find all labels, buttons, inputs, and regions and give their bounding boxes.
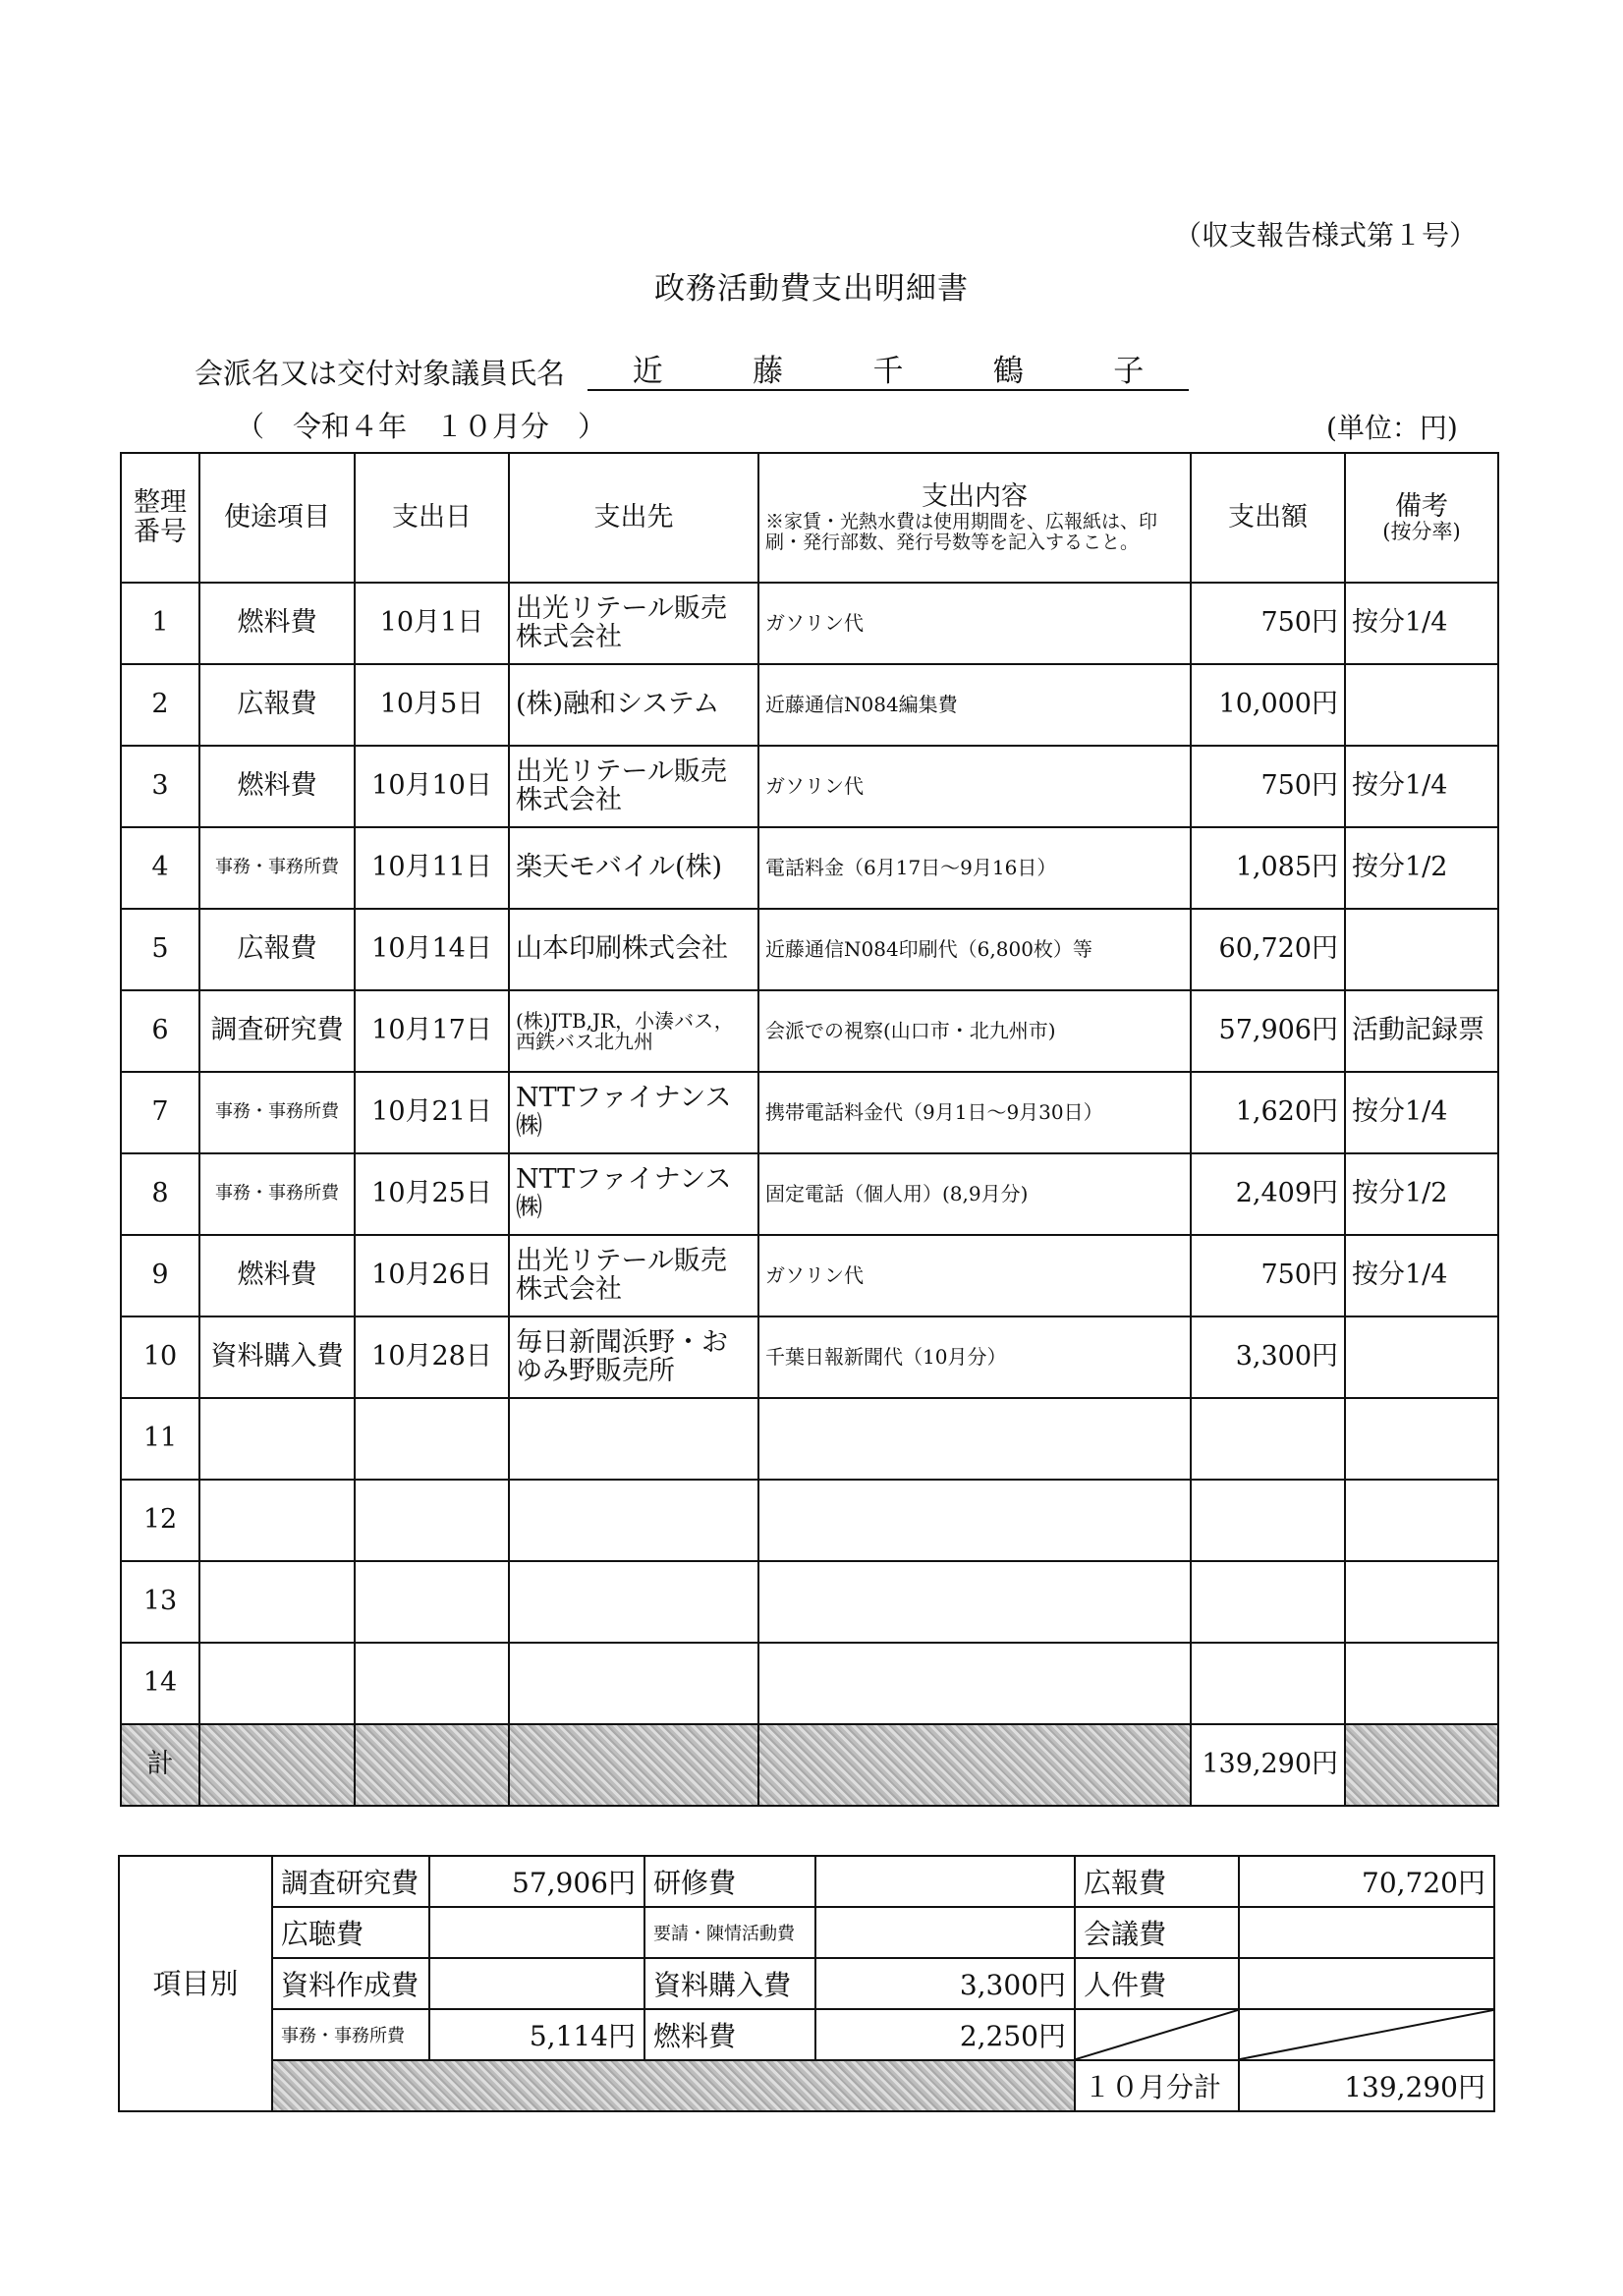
row-payee (509, 1561, 758, 1643)
total-label: 計 (121, 1724, 199, 1806)
remarks-header-label: 備考 (1395, 490, 1448, 522)
total-shaded-cell (509, 1724, 758, 1806)
expense-table (120, 452, 1499, 1807)
form-number: （収支報告様式第１号） (1174, 219, 1478, 252)
summary-category-label: 項目別 (119, 1856, 272, 2111)
row-payee: 出光リテール販売株式会社 (509, 1235, 758, 1316)
summary-item-value: 70,720円 (1239, 1856, 1494, 1907)
row-no: 3 (121, 746, 199, 827)
row-category: 燃料費 (199, 746, 355, 827)
row-payee: 楽天モバイル(株) (509, 827, 758, 909)
row-category: 広報費 (199, 664, 355, 746)
content-header-note: ※家賃・光熱水費は使用期間を、広報紙は、印刷・発行部数、発行号数等を記入すること。 (765, 510, 1158, 553)
row-no: 9 (121, 1235, 199, 1316)
member-name-char: 鶴 (992, 353, 1024, 389)
summary-item-value (815, 1856, 1075, 1907)
summary-item-value: 3,300円 (815, 1958, 1075, 2009)
summary-crossed-cell (1075, 2009, 1239, 2060)
member-name (588, 346, 1189, 391)
summary-item-label: 広報費 (1075, 1856, 1239, 1907)
summary-item-value (815, 1907, 1075, 1958)
row-remarks: 按分1/2 (1345, 827, 1498, 909)
diagonal-line (1240, 2010, 1493, 2059)
row-payee: NTTファイナンス㈱ (509, 1153, 758, 1235)
total-shaded-cell (199, 1724, 355, 1806)
table-row (121, 990, 1498, 1072)
row-category (199, 1643, 355, 1724)
summary-item-label: 資料作成費 (272, 1958, 429, 2009)
report-period: （ 令和４年 １０月分 ） (236, 410, 607, 443)
row-no: 1 (121, 583, 199, 664)
row-content: ガソリン代 (758, 746, 1191, 827)
row-category: 調査研究費 (199, 990, 355, 1072)
row-payee (509, 1643, 758, 1724)
row-no: 12 (121, 1480, 199, 1561)
row-no: 14 (121, 1643, 199, 1724)
table-row (121, 1072, 1498, 1153)
row-remarks (1345, 664, 1498, 746)
summary-crossed-cell (1239, 2009, 1494, 2060)
row-date (355, 1643, 509, 1724)
row-amount: 2,409円 (1191, 1153, 1345, 1235)
row-category: 資料購入費 (199, 1316, 355, 1398)
table-row (121, 1643, 1498, 1724)
table-row (121, 1480, 1498, 1561)
row-payee: NTTファイナンス㈱ (509, 1072, 758, 1153)
row-remarks: 按分1/2 (1345, 1153, 1498, 1235)
row-date: 10月5日 (355, 664, 509, 746)
summary-item-value: 2,250円 (815, 2009, 1075, 2060)
total-shaded-cell (758, 1724, 1191, 1806)
row-date: 10月17日 (355, 990, 509, 1072)
row-date (355, 1398, 509, 1480)
row-payee (509, 1398, 758, 1480)
row-no: 6 (121, 990, 199, 1072)
row-remarks: 活動記録票 (1345, 990, 1498, 1072)
summary-item-label: 要請・陳情活動費 (644, 1907, 815, 1958)
document-title: 政務活動費支出明細書 (654, 271, 969, 307)
summary-item-label: 資料購入費 (644, 1958, 815, 2009)
row-category: 燃料費 (199, 583, 355, 664)
summary-item-value: 5,114円 (429, 2009, 644, 2060)
row-payee: (株)JTB,JR，小湊バス，西鉄バス北九州 (509, 990, 758, 1072)
column-header-remarks (1345, 453, 1498, 583)
column-header-payee: 支出先 (509, 453, 758, 583)
row-category: 燃料費 (199, 1235, 355, 1316)
summary-item-label: 研修費 (644, 1856, 815, 1907)
row-amount: 3,300円 (1191, 1316, 1345, 1398)
row-date: 10月21日 (355, 1072, 509, 1153)
row-payee: (株)融和システム (509, 664, 758, 746)
month-total-label: １０月分計 (1075, 2060, 1239, 2111)
summary-item-value (1239, 1907, 1494, 1958)
row-no: 11 (121, 1398, 199, 1480)
member-name-char: 千 (872, 353, 904, 389)
row-no: 8 (121, 1153, 199, 1235)
total-amount: 139,290円 (1191, 1724, 1345, 1806)
summary-row (119, 1958, 1494, 2009)
summary-item-value (1239, 1958, 1494, 2009)
row-no: 13 (121, 1561, 199, 1643)
table-row (121, 1561, 1498, 1643)
table-header-row (121, 453, 1498, 583)
table-row (121, 1153, 1498, 1235)
row-amount: 1,620円 (1191, 1072, 1345, 1153)
row-amount: 750円 (1191, 1235, 1345, 1316)
row-category (199, 1561, 355, 1643)
table-row (121, 1316, 1498, 1398)
row-content: 携帯電話料金代（9月1日〜9月30日） (758, 1072, 1191, 1153)
row-content: 近藤通信N084編集費 (758, 664, 1191, 746)
column-header-no: 整理番号 (121, 453, 199, 583)
summary-item-value (429, 1958, 644, 2009)
row-content (758, 1561, 1191, 1643)
row-no: 10 (121, 1316, 199, 1398)
summary-item-label: 調査研究費 (272, 1856, 429, 1907)
summary-row (119, 2009, 1494, 2060)
summary-shaded-cell (272, 2060, 1075, 2111)
row-content: 千葉日報新聞代（10月分） (758, 1316, 1191, 1398)
column-header-content (758, 453, 1191, 583)
total-shaded-cell (1345, 1724, 1498, 1806)
row-date: 10月25日 (355, 1153, 509, 1235)
column-header-amount: 支出額 (1191, 453, 1345, 583)
row-content: ガソリン代 (758, 583, 1191, 664)
remarks-header-sub: (按分率) (1382, 520, 1461, 544)
row-payee (509, 1480, 758, 1561)
row-remarks: 按分1/4 (1345, 746, 1498, 827)
table-row (121, 746, 1498, 827)
row-date (355, 1561, 509, 1643)
row-amount: 60,720円 (1191, 909, 1345, 990)
row-payee: 出光リテール販売株式会社 (509, 746, 758, 827)
row-no: 5 (121, 909, 199, 990)
row-category: 広報費 (199, 909, 355, 990)
row-remarks: 按分1/4 (1345, 1235, 1498, 1316)
row-remarks (1345, 909, 1498, 990)
table-row (121, 1235, 1498, 1316)
summary-item-label: 会議費 (1075, 1907, 1239, 1958)
table-row (121, 1398, 1498, 1480)
row-content: ガソリン代 (758, 1235, 1191, 1316)
summary-item-label: 事務・事務所費 (272, 2009, 429, 2060)
member-name-char: 子 (1113, 353, 1145, 389)
row-category: 事務・事務所費 (199, 1153, 355, 1235)
summary-item-value: 57,906円 (429, 1856, 644, 1907)
table-row (121, 583, 1498, 664)
row-category: 事務・事務所費 (199, 827, 355, 909)
row-remarks (1345, 1480, 1498, 1561)
column-header-date: 支出日 (355, 453, 509, 583)
row-date: 10月10日 (355, 746, 509, 827)
row-remarks (1345, 1316, 1498, 1398)
summary-total-row (119, 2060, 1494, 2111)
row-date: 10月26日 (355, 1235, 509, 1316)
row-payee: 毎日新聞浜野・おゆみ野販売所 (509, 1316, 758, 1398)
row-payee: 出光リテール販売株式会社 (509, 583, 758, 664)
row-content: 会派での視察(山口市・北九州市) (758, 990, 1191, 1072)
row-content: 電話料金（6月17日〜9月16日） (758, 827, 1191, 909)
member-name-label: 会派名又は交付対象議員氏名 (195, 357, 566, 390)
summary-item-label: 燃料費 (644, 2009, 815, 2060)
table-row (121, 909, 1498, 990)
row-date: 10月28日 (355, 1316, 509, 1398)
row-amount (1191, 1561, 1345, 1643)
row-category (199, 1480, 355, 1561)
row-amount: 57,906円 (1191, 990, 1345, 1072)
row-amount: 10,000円 (1191, 664, 1345, 746)
row-no: 2 (121, 664, 199, 746)
row-remarks (1345, 1561, 1498, 1643)
row-amount (1191, 1643, 1345, 1724)
row-amount (1191, 1480, 1345, 1561)
total-shaded-cell (355, 1724, 509, 1806)
summary-row (119, 1907, 1494, 1958)
table-row (121, 827, 1498, 909)
row-amount: 750円 (1191, 583, 1345, 664)
row-date: 10月11日 (355, 827, 509, 909)
row-remarks (1345, 1398, 1498, 1480)
row-no: 7 (121, 1072, 199, 1153)
row-date: 10月1日 (355, 583, 509, 664)
row-content (758, 1480, 1191, 1561)
row-date: 10月14日 (355, 909, 509, 990)
row-amount (1191, 1398, 1345, 1480)
diagonal-line (1076, 2010, 1238, 2059)
summary-item-label: 人件費 (1075, 1958, 1239, 2009)
row-date (355, 1480, 509, 1561)
member-name-char: 藤 (753, 353, 784, 389)
summary-item-value (429, 1907, 644, 1958)
content-header-label: 支出内容 (922, 481, 1028, 513)
table-row (121, 664, 1498, 746)
unit-label: (単位：円) (1326, 412, 1458, 444)
row-amount: 750円 (1191, 746, 1345, 827)
row-payee: 山本印刷株式会社 (509, 909, 758, 990)
row-content: 固定電話（個人用）(8,9月分) (758, 1153, 1191, 1235)
row-category (199, 1398, 355, 1480)
row-remarks (1345, 1643, 1498, 1724)
row-content (758, 1643, 1191, 1724)
member-name-char: 近 (632, 353, 663, 389)
summary-row (119, 1856, 1494, 1907)
row-category: 事務・事務所費 (199, 1072, 355, 1153)
total-row (121, 1724, 1498, 1806)
row-remarks: 按分1/4 (1345, 1072, 1498, 1153)
column-header-category: 使途項目 (199, 453, 355, 583)
row-content: 近藤通信N084印刷代（6,800枚）等 (758, 909, 1191, 990)
row-amount: 1,085円 (1191, 827, 1345, 909)
summary-item-label: 広聴費 (272, 1907, 429, 1958)
row-remarks: 按分1/4 (1345, 583, 1498, 664)
month-total-value: 139,290円 (1239, 2060, 1494, 2111)
row-content (758, 1398, 1191, 1480)
summary-table (118, 1855, 1495, 2112)
row-no: 4 (121, 827, 199, 909)
